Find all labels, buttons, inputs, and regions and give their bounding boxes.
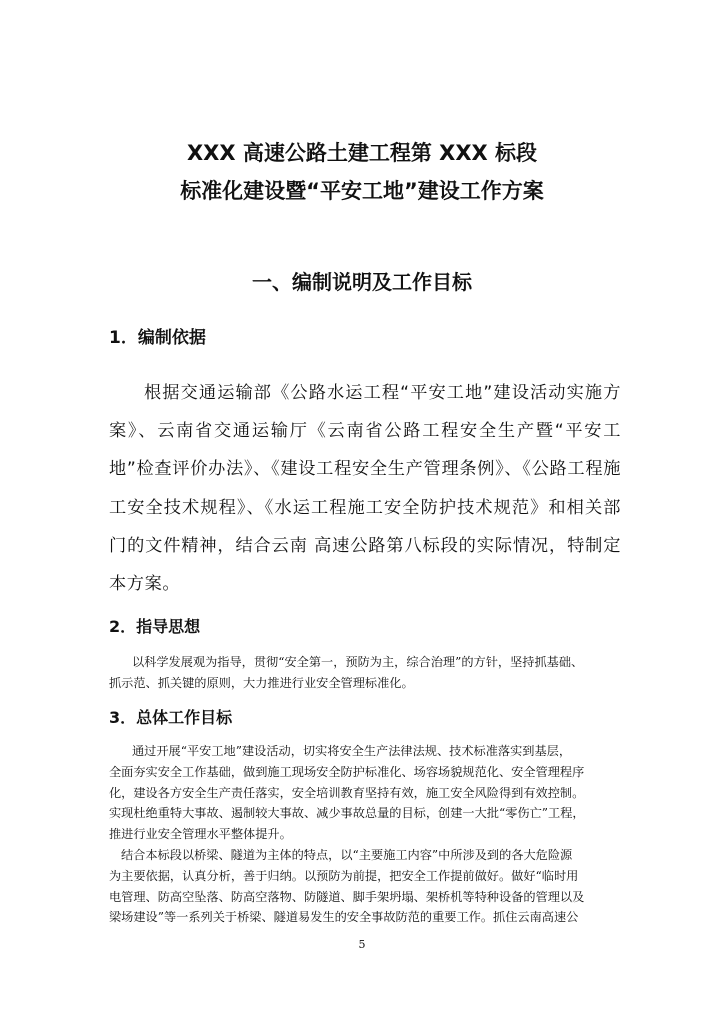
overall-goal-text: [109, 741, 629, 928]
subsection-heading-overall-goal: 3．总体工作目标: [109, 708, 233, 727]
text-line: 抓示范、抓关键的原则，大力推进行业安全管理标准化。: [109, 675, 414, 690]
guiding-ideology-text: [109, 652, 629, 694]
text-line: 以科学发展观为指导，贯彻“安全第一，预防为主，综合治理”的方针，坚持抓基础、: [132, 655, 584, 669]
text-line: 实现杜绝重特大事故、遏制较大事故、减少事故总量的目标，创建一大批“零伤亡”工程，: [109, 806, 585, 821]
text-line: 为主要依据，认真分析，善于归纳。以预防为前提，把安全工作提前做好。做好“临时用: [109, 868, 579, 883]
text-line: 通过开展“平安工地”建设活动，切实将安全生产法律法规、技术标准落实到基层，: [132, 744, 572, 758]
text-line: 推进行业安全管理水平整体提升。: [109, 827, 292, 842]
text-line: 化，建设各方安全生产责任落实，安全培训教育坚持有效，施工安全风险得到有效控制。: [109, 785, 585, 800]
text-line: 结合本标段以桥梁、隧道为主体的特点，以“主要施工内容”中所涉及到的各大危险源: [121, 847, 573, 862]
text-line: 梁场建设”等一系列关于桥梁、隧道易发生的安全事故防范的重要工作。抓住云南高速公: [109, 910, 579, 925]
section-heading-1: 一、编制说明及工作目标: [252, 270, 472, 294]
subsection-heading-basis: 1．编制依据: [109, 328, 206, 348]
subsection-heading-guiding-ideology: 2．指导思想: [109, 617, 201, 636]
document-title-line-1: XXX 高速公路土建工程第 XXX 标段: [186, 141, 538, 165]
document-title-line-2: 标准化建设暨“平安工地”建设工作方案: [180, 179, 544, 203]
page-number: 5: [358, 938, 366, 951]
basis-paragraph: 根据交通运输部《公路水运工程“平安工地”建设活动实施方案》、云南省交通运输厅《云南省公路工程安全生产暨“平安工地”检查评价办法》、《建设工程安全生产管理条例》、《公路工程施工安全技术规程》、《水运工程施工安全防护技术规范》和相关部门的文件精神，结合云南 高速公路第八标段的实际情况，特制定本方案。: [109, 383, 621, 595]
text-line: 电管理、防高空坠落、防高空落物、防隧道、脚手架坍塌、架桥机等特种设备的管理以及: [109, 889, 585, 904]
text-line: 全面夯实安全工作基础，做到施工现场安全防护标准化、场容场貌规范化、安全管理程序: [109, 764, 585, 779]
